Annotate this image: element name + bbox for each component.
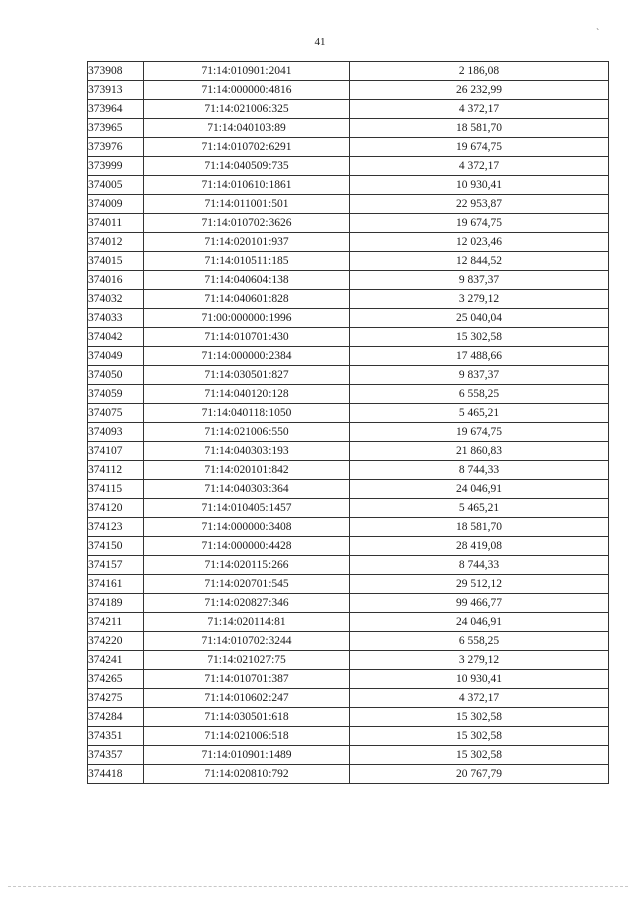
- table-row: [88, 81, 609, 100]
- record-id-cell: 374059: [88, 385, 144, 404]
- amount-cell: 3 279,12: [350, 651, 609, 670]
- table-row: [88, 613, 609, 632]
- record-id-cell: 374016: [88, 271, 144, 290]
- cadastral-number-cell: 71:14:010702:3244: [144, 632, 350, 651]
- registry-table: [87, 61, 609, 784]
- amount-cell: 19 674,75: [350, 138, 609, 157]
- amount-cell: 5 465,21: [350, 404, 609, 423]
- amount-cell: 9 837,37: [350, 271, 609, 290]
- table-row: [88, 176, 609, 195]
- cadastral-number-cell: 71:14:020827:346: [144, 594, 350, 613]
- table-row: [88, 461, 609, 480]
- record-id-cell: 374189: [88, 594, 144, 613]
- cadastral-number-cell: 71:14:030501:618: [144, 708, 350, 727]
- amount-cell: 10 930,41: [350, 176, 609, 195]
- record-id-cell: 373908: [88, 62, 144, 81]
- table-row: [88, 518, 609, 537]
- cadastral-number-cell: 71:14:040601:828: [144, 290, 350, 309]
- cadastral-number-cell: 71:14:020701:545: [144, 575, 350, 594]
- cadastral-number-cell: 71:14:010602:247: [144, 689, 350, 708]
- amount-cell: 12 023,46: [350, 233, 609, 252]
- amount-cell: 8 744,33: [350, 556, 609, 575]
- table-row: [88, 366, 609, 385]
- cadastral-number-cell: 71:14:000000:3408: [144, 518, 350, 537]
- record-id-cell: 374009: [88, 195, 144, 214]
- record-id-cell: 374220: [88, 632, 144, 651]
- table-row: [88, 119, 609, 138]
- record-id-cell: 374112: [88, 461, 144, 480]
- amount-cell: 26 232,99: [350, 81, 609, 100]
- amount-cell: 17 488,66: [350, 347, 609, 366]
- record-id-cell: 374005: [88, 176, 144, 195]
- table-row: [88, 556, 609, 575]
- record-id-cell: 374120: [88, 499, 144, 518]
- amount-cell: 15 302,58: [350, 727, 609, 746]
- cadastral-number-cell: 71:14:021006:325: [144, 100, 350, 119]
- cadastral-number-cell: 71:14:020810:792: [144, 765, 350, 784]
- table-row: [88, 347, 609, 366]
- table-row: [88, 499, 609, 518]
- table-row: [88, 309, 609, 328]
- amount-cell: 29 512,12: [350, 575, 609, 594]
- cadastral-number-cell: 71:14:020115:266: [144, 556, 350, 575]
- record-id-cell: 374241: [88, 651, 144, 670]
- registry-table-body: [88, 62, 609, 784]
- amount-cell: 25 040,04: [350, 309, 609, 328]
- page-number: 41: [314, 36, 326, 48]
- record-id-cell: 373976: [88, 138, 144, 157]
- record-id-cell: 374123: [88, 518, 144, 537]
- table-row: [88, 328, 609, 347]
- table-row: [88, 404, 609, 423]
- cadastral-number-cell: 71:14:040103:89: [144, 119, 350, 138]
- record-id-cell: 374050: [88, 366, 144, 385]
- table-row: [88, 195, 609, 214]
- cadastral-number-cell: 71:14:011001:501: [144, 195, 350, 214]
- table-row: [88, 480, 609, 499]
- cadastral-number-cell: 71:14:000000:4428: [144, 537, 350, 556]
- amount-cell: 22 953,87: [350, 195, 609, 214]
- record-id-cell: 374033: [88, 309, 144, 328]
- cadastral-number-cell: 71:14:010901:1489: [144, 746, 350, 765]
- amount-cell: 24 046,91: [350, 613, 609, 632]
- cadastral-number-cell: 71:14:010701:430: [144, 328, 350, 347]
- table-row: [88, 271, 609, 290]
- record-id-cell: 374012: [88, 233, 144, 252]
- cadastral-number-cell: 71:14:010405:1457: [144, 499, 350, 518]
- cadastral-number-cell: 71:14:010701:387: [144, 670, 350, 689]
- table-row: [88, 727, 609, 746]
- record-id-cell: 374049: [88, 347, 144, 366]
- amount-cell: 10 930,41: [350, 670, 609, 689]
- amount-cell: 18 581,70: [350, 518, 609, 537]
- cadastral-number-cell: 71:14:021006:550: [144, 423, 350, 442]
- cadastral-number-cell: 71:14:030501:827: [144, 366, 350, 385]
- amount-cell: 12 844,52: [350, 252, 609, 271]
- cadastral-number-cell: 71:14:040509:735: [144, 157, 350, 176]
- cadastral-number-cell: 71:14:040303:193: [144, 442, 350, 461]
- cadastral-number-cell: 71:14:010610:1861: [144, 176, 350, 195]
- record-id-cell: 374011: [88, 214, 144, 233]
- record-id-cell: 374211: [88, 613, 144, 632]
- amount-cell: 6 558,25: [350, 632, 609, 651]
- table-row: [88, 138, 609, 157]
- amount-cell: 5 465,21: [350, 499, 609, 518]
- table-row: [88, 62, 609, 81]
- table-row: [88, 214, 609, 233]
- corner-mark: `: [596, 28, 600, 39]
- record-id-cell: 374015: [88, 252, 144, 271]
- cadastral-number-cell: 71:14:020101:842: [144, 461, 350, 480]
- cadastral-number-cell: 71:14:010702:6291: [144, 138, 350, 157]
- cadastral-number-cell: 71:14:020114:81: [144, 613, 350, 632]
- amount-cell: 21 860,83: [350, 442, 609, 461]
- table-row: [88, 765, 609, 784]
- table-row: [88, 670, 609, 689]
- table-row: [88, 100, 609, 119]
- record-id-cell: 374107: [88, 442, 144, 461]
- cadastral-number-cell: 71:14:040604:138: [144, 271, 350, 290]
- record-id-cell: 373965: [88, 119, 144, 138]
- record-id-cell: 374115: [88, 480, 144, 499]
- amount-cell: 2 186,08: [350, 62, 609, 81]
- cadastral-number-cell: 71:14:040118:1050: [144, 404, 350, 423]
- cadastral-number-cell: 71:14:021027:75: [144, 651, 350, 670]
- amount-cell: 18 581,70: [350, 119, 609, 138]
- record-id-cell: 374418: [88, 765, 144, 784]
- amount-cell: 9 837,37: [350, 366, 609, 385]
- cadastral-number-cell: 71:14:040120:128: [144, 385, 350, 404]
- record-id-cell: 374032: [88, 290, 144, 309]
- cadastral-number-cell: 71:14:000000:4816: [144, 81, 350, 100]
- amount-cell: 19 674,75: [350, 214, 609, 233]
- amount-cell: 20 767,79: [350, 765, 609, 784]
- amount-cell: 15 302,58: [350, 746, 609, 765]
- amount-cell: 15 302,58: [350, 328, 609, 347]
- record-id-cell: 374161: [88, 575, 144, 594]
- record-id-cell: 374351: [88, 727, 144, 746]
- table-row: [88, 594, 609, 613]
- amount-cell: 99 466,77: [350, 594, 609, 613]
- table-row: [88, 537, 609, 556]
- record-id-cell: 374275: [88, 689, 144, 708]
- table-row: [88, 689, 609, 708]
- table-row: [88, 385, 609, 404]
- record-id-cell: 374265: [88, 670, 144, 689]
- table-row: [88, 708, 609, 727]
- table-row: [88, 442, 609, 461]
- record-id-cell: 373913: [88, 81, 144, 100]
- table-row: [88, 746, 609, 765]
- scan-artifact-line: [8, 886, 628, 887]
- table-row: [88, 290, 609, 309]
- amount-cell: 4 372,17: [350, 689, 609, 708]
- cadastral-number-cell: 71:14:010511:185: [144, 252, 350, 271]
- amount-cell: 3 279,12: [350, 290, 609, 309]
- cadastral-number-cell: 71:14:040303:364: [144, 480, 350, 499]
- cadastral-number-cell: 71:14:020101:937: [144, 233, 350, 252]
- cadastral-number-cell: 71:00:000000:1996: [144, 309, 350, 328]
- table-row: [88, 157, 609, 176]
- record-id-cell: 374357: [88, 746, 144, 765]
- amount-cell: 24 046,91: [350, 480, 609, 499]
- table-row: [88, 651, 609, 670]
- record-id-cell: 374042: [88, 328, 144, 347]
- amount-cell: 19 674,75: [350, 423, 609, 442]
- record-id-cell: 373964: [88, 100, 144, 119]
- amount-cell: 4 372,17: [350, 157, 609, 176]
- table-row: [88, 252, 609, 271]
- amount-cell: 8 744,33: [350, 461, 609, 480]
- amount-cell: 28 419,08: [350, 537, 609, 556]
- amount-cell: 6 558,25: [350, 385, 609, 404]
- cadastral-number-cell: 71:14:010702:3626: [144, 214, 350, 233]
- amount-cell: 15 302,58: [350, 708, 609, 727]
- record-id-cell: 374284: [88, 708, 144, 727]
- table-row: [88, 233, 609, 252]
- record-id-cell: 374150: [88, 537, 144, 556]
- record-id-cell: 374157: [88, 556, 144, 575]
- table-row: [88, 575, 609, 594]
- table-row: [88, 632, 609, 651]
- amount-cell: 4 372,17: [350, 100, 609, 119]
- record-id-cell: 374075: [88, 404, 144, 423]
- cadastral-number-cell: 71:14:010901:2041: [144, 62, 350, 81]
- cadastral-number-cell: 71:14:000000:2384: [144, 347, 350, 366]
- record-id-cell: 374093: [88, 423, 144, 442]
- record-id-cell: 373999: [88, 157, 144, 176]
- cadastral-number-cell: 71:14:021006:518: [144, 727, 350, 746]
- table-row: [88, 423, 609, 442]
